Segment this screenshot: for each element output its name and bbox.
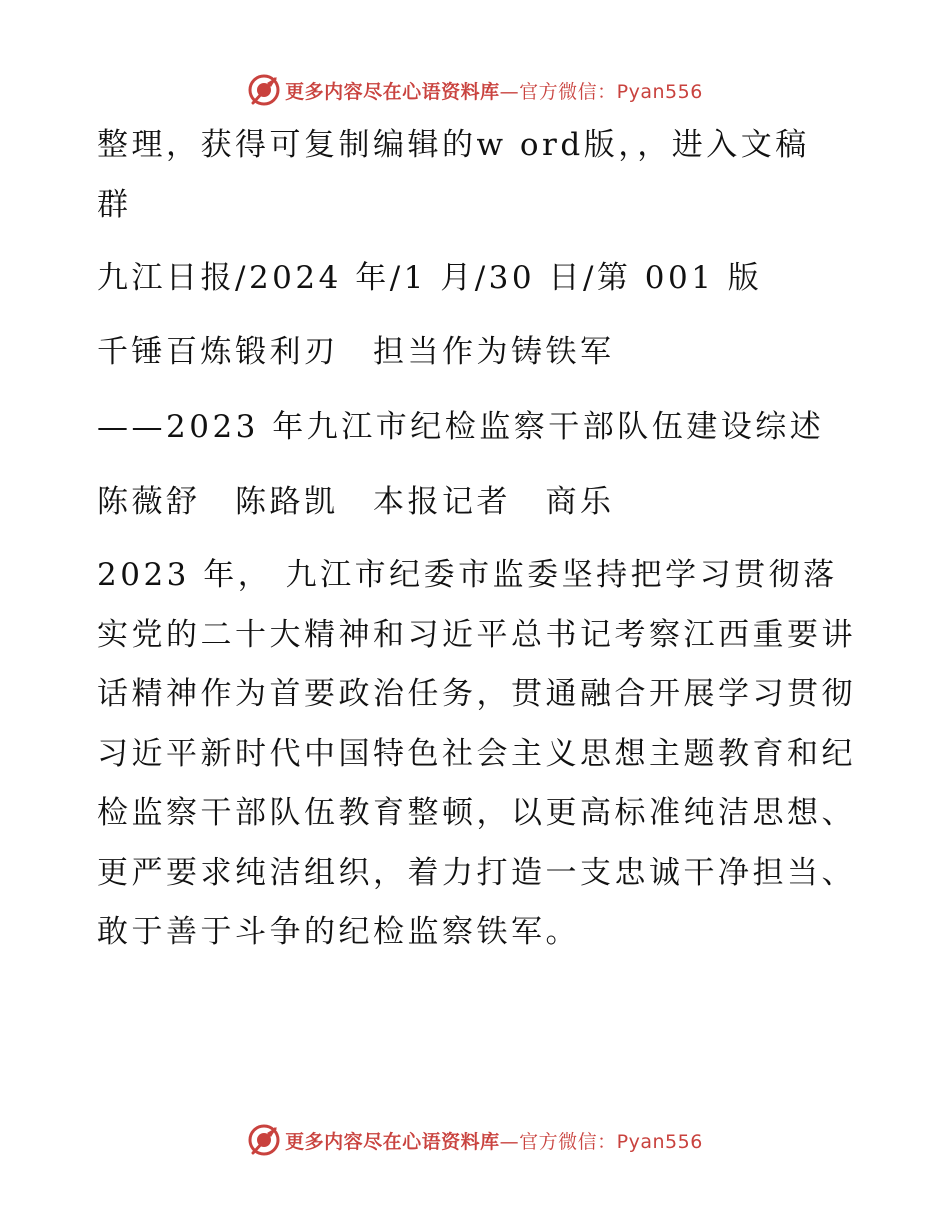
- body-line-2: 实党的二十大精神和习近平总书记考察江西重要讲: [97, 617, 856, 653]
- body-line-6: 更严要求纯洁组织，着力打造一支忠诚干净担当、: [97, 855, 856, 891]
- watermark-footer: [0, 1120, 950, 1160]
- watermark-header: [0, 70, 950, 110]
- source-line: 九江日报/2024 年/1 月/30 日/第 001 版: [97, 260, 763, 296]
- body-line-7: 敢于善于斗争的纪检监察铁军。: [97, 914, 580, 950]
- text-line-1: 整理，获得可复制编辑的w ord版，，进入文稿: [97, 127, 810, 163]
- byline: 陈薇舒 陈路凯 本报记者 商乐: [97, 484, 615, 520]
- article-title: 千锤百炼锻利刃 担当作为铸铁军: [97, 334, 615, 370]
- feather-logo-icon: [247, 1123, 281, 1157]
- text-line-2: 群: [97, 187, 132, 223]
- body-line-1: 2023 年， 九江市纪委市监委坚持把学习贯彻落: [97, 557, 838, 593]
- article-subtitle: ——2023 年九江市纪检监察干部队伍建设综述: [97, 409, 825, 445]
- body-line-3: 话精神作为首要政治任务，贯通融合开展学习贯彻: [97, 676, 856, 712]
- feather-logo-icon: [247, 73, 281, 107]
- watermark-text: 更多内容尽在心语资料库—官方微信：Pyan556: [285, 80, 703, 103]
- body-line-4: 习近平新时代中国特色社会主义思想主题教育和纪: [97, 736, 856, 772]
- body-line-5: 检监察干部队伍教育整顿，以更高标准纯洁思想、: [97, 795, 856, 831]
- watermark-text: 更多内容尽在心语资料库—官方微信：Pyan556: [285, 1130, 703, 1153]
